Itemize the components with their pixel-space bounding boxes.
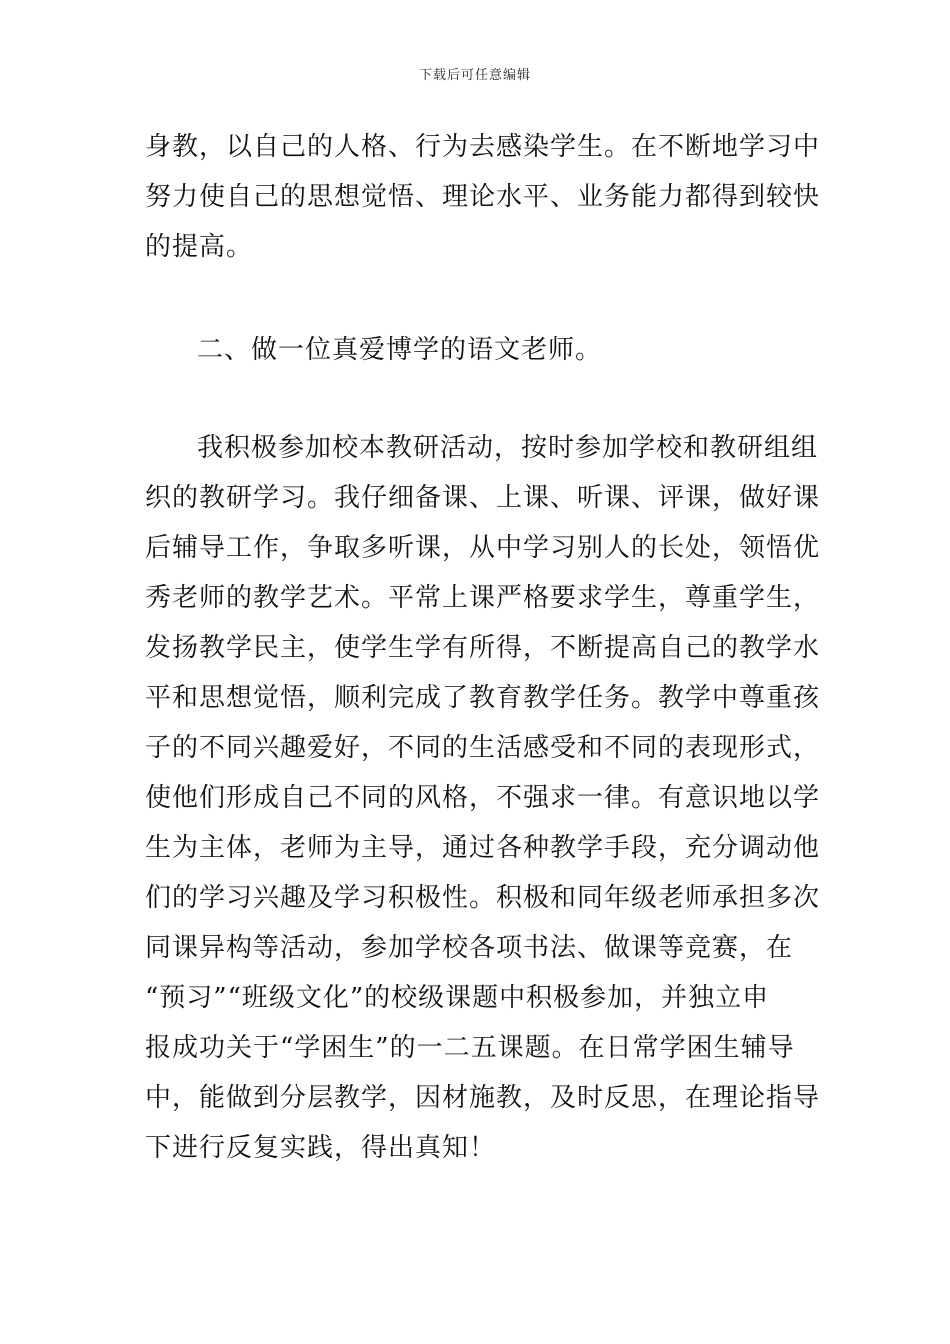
paragraph-continued: [145, 122, 821, 272]
text-line: 同课异构等活动，参加学校各项书法、做课等竞赛，在: [145, 933, 794, 963]
text-line: 下进行反复实践，得出真知！: [145, 1133, 497, 1163]
section-heading-text: 二、做一位真爱博学的语文老师。: [197, 335, 603, 365]
text-line: 发扬教学民主，使学生学有所得，不断提高自己的教学水: [145, 633, 821, 663]
text-line: 生为主体，老师为主导，通过各种教学手段，充分调动他: [145, 833, 821, 863]
header-note: 下载后可任意编辑: [418, 68, 531, 83]
text-line: 我积极参加校本教研活动，按时参加学校和教研组组: [197, 433, 819, 463]
text-line: 的提高。: [145, 232, 254, 262]
text-line: 后辅导工作，争取多听课，从中学习别人的长处，领悟优: [145, 533, 821, 563]
text-line: 使他们形成自己不同的风格，不强求一律。有意识地以学: [145, 783, 821, 813]
section-heading: [145, 325, 810, 375]
text-line: 秀老师的教学艺术。平常上课严格要求学生，尊重学生，: [145, 583, 821, 613]
text-line: 们的学习兴趣及学习积极性。积极和同年级老师承担多次: [145, 883, 821, 913]
text-line: “预习”“班级文化”的校级课题中积极参加，并独立申: [145, 983, 770, 1013]
text-line: 平和思想觉悟，顺利完成了教育教学任务。教学中尊重孩: [145, 683, 821, 713]
text-line: 织的教研学习。我仔细备课、上课、听课、评课，做好课: [145, 483, 821, 513]
text-line: 努力使自己的思想觉悟、理论水平、业务能力都得到较快: [145, 182, 821, 212]
text-line: 中，能做到分层教学，因材施教，及时反思，在理论指导: [145, 1083, 821, 1113]
text-line: 报成功关于“学困生”的一二五课题。在日常学困生辅导: [145, 1033, 795, 1063]
text-line: 身教，以自己的人格、行为去感染学生。在不断地学习中: [145, 132, 821, 162]
paragraph-main: [145, 423, 821, 1173]
text-line: 子的不同兴趣爱好，不同的生活感受和不同的表现形式，: [145, 733, 821, 763]
